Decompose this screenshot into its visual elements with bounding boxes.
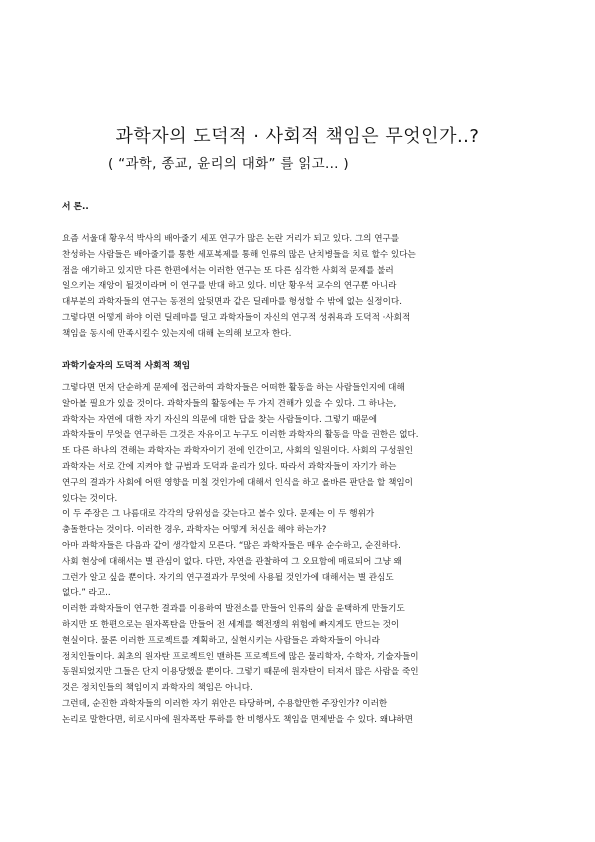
paragraph-line: 이 두 주장은 그 나름대로 각각의 당위성을 갖는다고 볼수 있다. 문제는 이 두 행위가 [62,509,375,520]
paragraph-line: 연구의 결과가 사회에 어떤 영향을 미칠 것인가에 대해서 인식을 하고 올바른 판단을 할 책임이 [62,477,413,488]
paragraph-line: 정치인들이다. 최초의 원자탄 프로젝트인 맨하튼 프로젝트에 많은 물리학자, 수학자, 기술자들이 [62,651,419,662]
section-heading-responsibility: 과학기술자의 도덕적 사회적 책임 [62,361,191,371]
paragraph-line: 찬성하는 사람들은 배아줄기를 통한 세포복제를 통해 인류의 많은 난치병들을 치료 할수 있다는 [62,249,416,260]
paragraph-line: 점을 얘기하고 있지만 다른 한편에서는 이러한 연구는 또 다른 심각한 사회적 문제를 불러 [62,265,394,276]
paragraph-line: 사회 현상에 대해서는 별 관심이 없다. 다만, 자연을 관찰하여 그 오묘함에 매료되어 그냥 왜 [62,556,402,567]
paragraph-line: 그런데, 순진한 과학자들의 이러한 자기 위안은 타당하며, 수용할만한 주장인가? 이러한 [62,698,388,709]
paragraph-line: 대부분의 과학자들의 연구는 동전의 앞뒷면과 같은 딜레마를 형성할 수 밖에 없는 실정이다. [62,297,402,308]
paragraph-line: 알아볼 필요가 있을 것이다. 과학자들의 활동에는 두 가지 견해가 있을 수 있다. 그 하나는, [62,398,397,409]
paragraph-line: 충돌한다는 것이다. 이러한 경우, 과학자는 어떻게 처신을 해야 하는가? [62,525,327,536]
section-body-responsibility [62,381,534,729]
paragraph-line: 과학자들이 무엇을 연구하든 그것은 자유이고 누구도 이러한 과학자의 활동을 막을 권한은 없다. [62,430,419,441]
paragraph-line: 이러한 과학자들이 연구한 결과를 이용하여 발전소를 만들어 인류의 삶을 윤택하게 만들기도 [62,604,405,615]
paragraph-line: 또 다른 하나의 견해는 과학자는 과학자이기 전에 인간이고, 사회의 일원이다. 사회의 구성원인 [62,446,413,457]
paragraph-line: 것은 정치인들의 책임이지 과학자의 책임은 아니다. [62,683,253,694]
paragraph-line: 있다는 것이다. [62,493,118,504]
paragraph-line: 없다.” 라고.. [62,588,111,599]
paragraph-line: 요즘 서울대 황우석 박사의 배아줄기 세포 연구가 많은 논란 거리가 되고 있다. 그의 연구를 [62,234,400,244]
section-heading-intro: 서 론.. [62,202,89,212]
paragraph-line: 동원되었지만 그들은 단지 이용당했을 뿐이다. 그렇기 때문에 원자탄이 터져서 많은 사람을 죽인 [62,667,419,678]
paragraph-line: 일으키는 재앙이 될것이라며 이 연구를 반대 하고 있다. 비단 황우석 교수의 연구뿐 아니라 [62,281,397,292]
paragraph-line: 그렇다면 어떻게 하야 이런 딜레마를 덜고 과학자들이 자신의 연구적 성취욕과 도덕적 ·사회적 [62,312,411,323]
paragraph-line: 하지만 또 한편으로는 원자폭탄을 만들어 전 세계를 핵전쟁의 위험에 빠지게도 만드는 것이 [62,619,400,630]
paragraph-line: 과학자는 자연에 대한 자기 자신의 의문에 대한 답을 찾는 사람들이다. 그렇기 때문에 [62,414,378,425]
paragraph-line: 책임을 동시에 만족시킬수 있는지에 대해 논의해 보고자 한다. [62,328,292,339]
paragraph-line: 그런가 알고 싶을 뿐이다. 자기의 연구결과가 무엇에 사용될 것인가에 대해서는 별 관심도 [62,572,394,583]
section-body-intro [62,232,534,343]
paragraph-line: 과학자는 서로 간에 지켜야 할 규범과 도덕과 윤리가 있다. 따라서 과학자들이 자기가 하는 [62,461,397,472]
paragraph-line: 논리로 말한다면, 히로시마에 원자폭탄 투하를 한 비행사도 책임을 면제받을 수 있다. 왜냐하면 [62,714,413,725]
essay-subtitle: ( “과학, 종교, 윤리의 대화” 를 읽고... ) [108,156,349,172]
paragraph-line: 현실이다. 물론 이러한 프로젝트를 계획하고, 실현시키는 사람들은 과학자들이 아니라 [62,635,380,646]
essay-title: 과학자의 도덕적 · 사회적 책임은 무엇인가..? [115,126,480,147]
paragraph-line: 그렇다면 먼저 단순하게 문제에 접근하여 과학자들은 어떠한 활동을 하는 사람들인지에 대해 [62,383,405,393]
paragraph-line: 아마 과학자들은 다음과 같이 생각할지 모른다. “많은 과학자들은 매우 순수하고, 순진하다. [62,540,401,551]
